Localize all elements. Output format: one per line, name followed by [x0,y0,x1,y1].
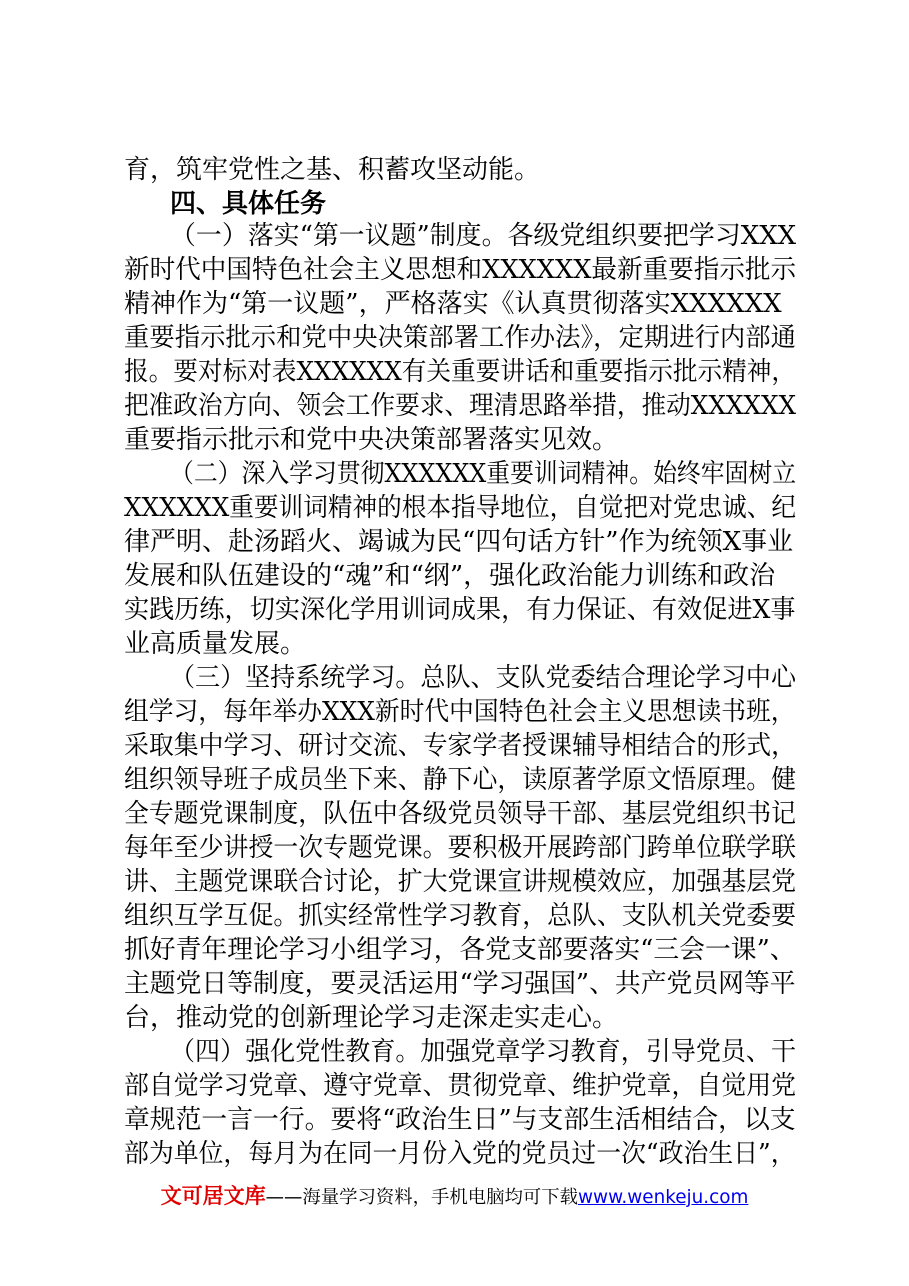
footer-tagline: ——海量学习资料，手机电脑均可下载 [265,1187,579,1208]
text-line: 发展和队伍建设的“魂”和“纲”，强化政治能力训练和政治 [124,561,776,591]
text-line: 台，推动党的创新理论学习走深走实走心。 [124,1003,619,1033]
text-line: 重要指示批示和党中央决策部署工作办法》，定期进行内部通 [124,323,797,353]
text-line: 讲、主题党课联合讨论，扩大党课宣讲规模效应，加强基层党 [124,867,797,897]
text-line: 章规范一言一行。要将“政治生日”与支部生活相结合，以支 [124,1105,796,1135]
text-line: 主题党日等制度，要灵活运用“学习强国”、共产党员网等平 [124,969,796,999]
text-line: 全专题党课制度，队伍中各级党员领导干部、基层党组织书记 [124,799,797,829]
text-line: 重要指示批示和党中央决策部署落实见效。 [124,425,619,455]
text-line: 育，筑牢党性之基、积蓄攻坚动能。 [124,155,541,185]
text-line: 报。要对标对表XXXXXX有关重要讲话和重要指示批示精神， [124,357,797,387]
text-line: 新时代中国特色社会主义思想和XXXXXX最新重要指示批示 [124,255,797,285]
footer-link[interactable]: www.wenkeju.com [578,1187,749,1208]
text-line: 部自觉学习党章、遵守党章、贯彻党章、维护党章，自觉用党 [124,1071,797,1101]
text-line: 精神作为“第一议题”，严格落实《认真贯彻落实XXXXXX [124,289,782,319]
footer-brand: 文可居文库 [160,1184,266,1208]
text-line: 抓好青年理论学习小组学习，各党支部要落实“三会一课”、 [124,935,796,965]
text-line: 实践历练，切实深化学用训词成果，有力保证、有效促进X事 [124,595,796,625]
text-line: 组学习，每年举办XXX新时代中国特色社会主义思想读书班， [124,697,796,727]
text-line: （一）落实“第一议题”制度。各级党组织要把学习XXX [170,221,797,251]
text-line: 把准政治方向、领会工作要求、理清思路举措，推动XXXXXX [124,391,797,421]
text-line: XXXXXX重要训词精神的根本指导地位，自觉把对党忠诚、纪 [124,493,797,523]
text-line: （三）坚持系统学习。总队、支队党委结合理论学习中心 [170,663,797,693]
footer-banner [0,1180,909,1210]
text-line: 采取集中学习、研讨交流、专家学者授课辅导相结合的形式， [124,731,797,761]
text-line: （四）强化党性教育。加强党章学习教育，引导党员、干 [170,1037,797,1067]
text-line: 律严明、赴汤蹈火、竭诚为民“四句话方针”作为统领X事业 [124,527,794,557]
text-line: 业高质量发展。 [124,629,307,659]
text-line: （二）深入学习贯彻XXXXXX重要训词精神。始终牢固树立 [170,459,797,489]
text-line: 每年至少讲授一次专题党课。要积极开展跨部门跨单位联学联 [124,833,797,863]
text-line: 组织领导班子成员坐下来、静下心，读原著学原文悟原理。健 [124,765,797,795]
text-line: 部为单位，每月为在同一月份入党的党员过一次“政治生日”， [124,1139,796,1169]
text-line: 组织互学互促。抓实经常性学习教育，总队、支队机关党委要 [124,901,797,931]
section-heading: 四、具体任务 [170,189,327,219]
